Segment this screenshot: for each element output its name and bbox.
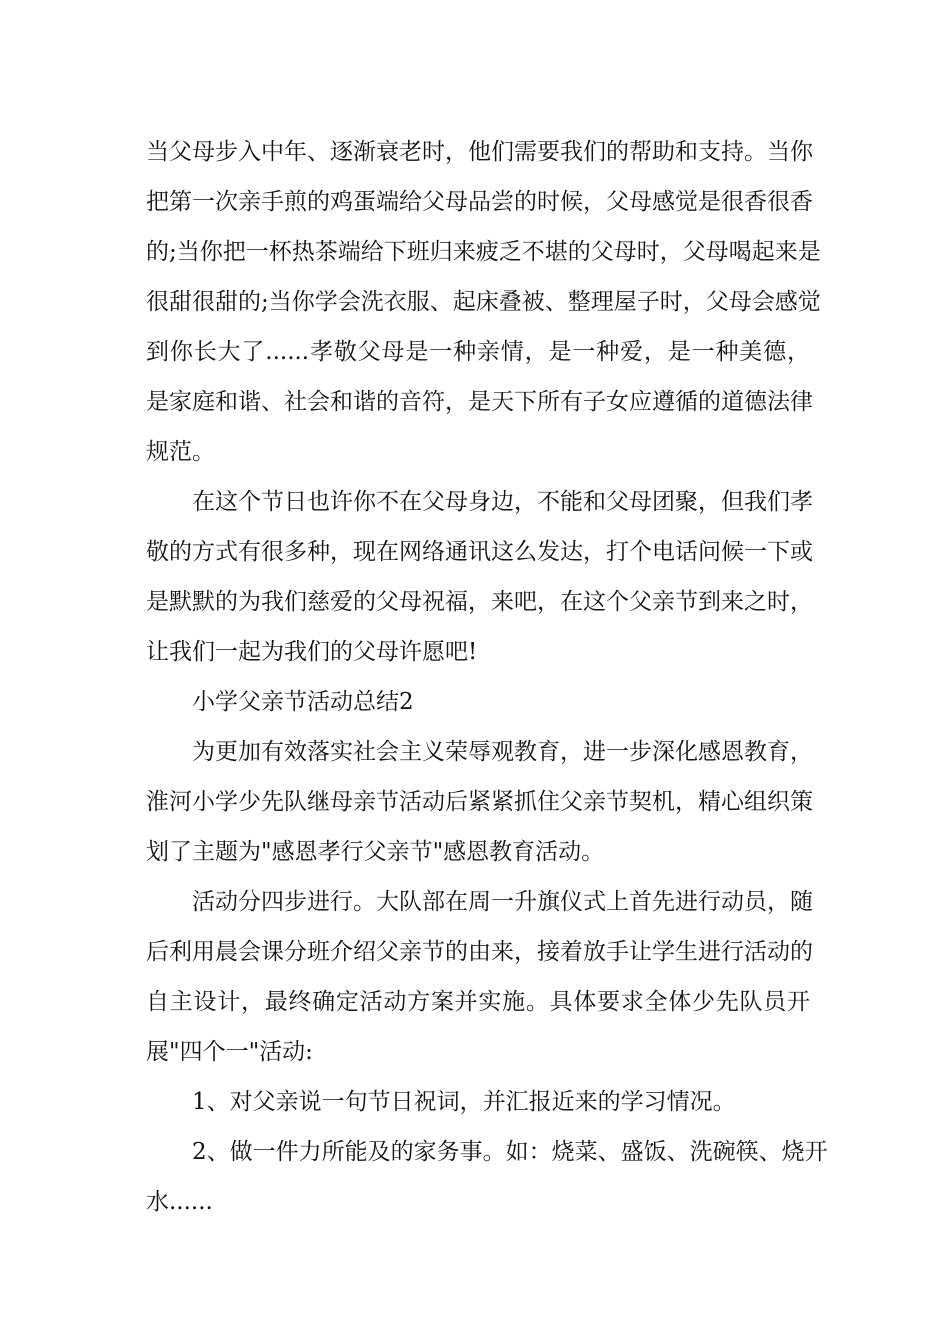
paragraph-line: 让我们一起为我们的父母许愿吧! xyxy=(146,639,478,665)
paragraph-line: 是默默的为我们慈爱的父母祝福，来吧，在这个父亲节到来之时， xyxy=(146,589,813,615)
paragraph-line: 到你长大了......孝敬父母是一种亲情，是一种爱，是一种美德， xyxy=(146,339,810,365)
paragraph-line: 划了主题为"感恩孝行父亲节"感恩教育活动。 xyxy=(146,839,605,865)
paragraph-line: 是家庭和谐、社会和谐的音符，是天下所有子女应遵循的道德法律 xyxy=(146,389,813,415)
paragraph-line: 活动分四步进行。大队部在周一升旗仪式上首先进行动员，随 xyxy=(192,889,813,915)
paragraph-line: 敬的方式有很多种，现在网络通讯这么发达，打个电话问候一下或 xyxy=(146,539,813,565)
list-item: 1、对父亲说一句节日祝词，并汇报近来的学习情况。 xyxy=(192,1089,736,1115)
section-heading: 小学父亲节活动总结2 xyxy=(192,689,414,715)
paragraph-line: 在这个节日也许你不在父母身边，不能和父母团聚，但我们孝 xyxy=(192,489,813,515)
paragraph-line: 当父母步入中年、逐渐衰老时，他们需要我们的帮助和支持。当你 xyxy=(146,139,813,165)
paragraph-line: 的;当你把一杯热茶端给下班归来疲乏不堪的父母时，父母喝起来是 xyxy=(146,239,821,265)
paragraph-line: 很甜很甜的;当你学会洗衣服、起床叠被、整理屋子时，父母会感觉 xyxy=(146,289,821,315)
paragraph-line: 后利用晨会课分班介绍父亲节的由来，接着放手让学生进行活动的 xyxy=(146,939,813,965)
list-item-continuation: 水...... xyxy=(146,1189,213,1215)
paragraph-line: 自主设计，最终确定活动方案并实施。具体要求全体少先队员开 xyxy=(146,989,810,1015)
paragraph-line: 淮河小学少先队继母亲节活动后紧紧抓住父亲节契机，精心组织策 xyxy=(146,789,813,815)
paragraph-line: 展"四个一"活动: xyxy=(146,1039,313,1065)
paragraph-line: 规范。 xyxy=(146,439,215,465)
paragraph-line: 把第一次亲手煎的鸡蛋端给父母品尝的时候，父母感觉是很香很香 xyxy=(146,189,813,215)
paragraph-line: 为更加有效落实社会主义荣辱观教育，进一步深化感恩教育， xyxy=(192,739,813,765)
list-item: 2、做一件力所能及的家务事。如：烧菜、盛饭、洗碗筷、烧开 xyxy=(192,1139,828,1165)
